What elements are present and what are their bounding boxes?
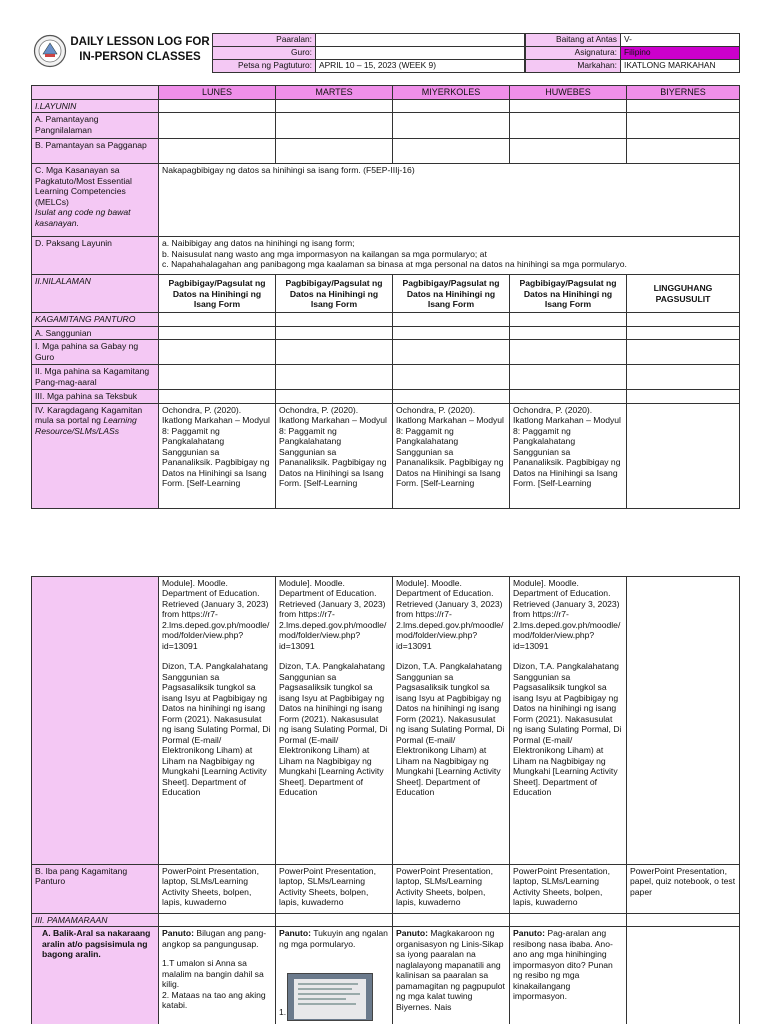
- cell[interactable]: [393, 914, 510, 927]
- cell[interactable]: [510, 390, 627, 403]
- item-number: 1.: [279, 1007, 287, 1018]
- cell[interactable]: [627, 927, 740, 1024]
- day-header-martes: MARTES: [276, 86, 393, 100]
- section-kagamitang-panturo: KAGAMITANG PANTURO: [32, 313, 159, 326]
- deped-seal-logo: [33, 34, 67, 68]
- iba-pang-huwebes[interactable]: PowerPoint Presentation, laptop, SLMs/Learning Activity Sheets, bolpen, lapis, kuwaderno: [510, 865, 627, 914]
- nilalaman-huwebes[interactable]: Pagbibigay/Pagsulat ng Datos na Hinihingi ng Isang Form: [510, 275, 627, 313]
- ref-dizon: Dizon, T.A. Pangkalahatang Sanggunian sa Pagsasaliksik tungkol sa isang Isyu at Pagbibigay ng Datos na hinihingi ng isang Form (2021). Nakasusulat ng isang Sulating Pormal, Di Pormal (E-mail/ Elektronikong Liham) at Liham na Nagbibigay ng Mungkahi [Learning Activity Sheet]. Department of Education: [279, 661, 388, 798]
- row-balik-aral: A. Balik-Aral sa nakaraang aralin at/o pagsisimula ng bagong aralin.: [32, 927, 159, 1024]
- cell[interactable]: [393, 113, 510, 139]
- cell[interactable]: [627, 365, 740, 390]
- balik-aral-huwebes[interactable]: [510, 927, 627, 1024]
- section-pamamaraan: III. PAMAMARAAN: [32, 914, 159, 927]
- paksang-layunin-value[interactable]: [159, 237, 740, 275]
- subject-value[interactable]: Filipino: [621, 47, 740, 60]
- school-label: Paaralan:: [213, 34, 316, 47]
- ref-martes-part2[interactable]: [276, 577, 393, 865]
- day-header-miyerkoles: MIYERKOLES: [393, 86, 510, 100]
- grade-label: Baitang at Antas: [526, 34, 621, 47]
- cell[interactable]: [510, 113, 627, 139]
- iba-pang-miyerkoles[interactable]: PowerPoint Presentation, laptop, SLMs/Learning Activity Sheets, bolpen, lapis, kuwaderno: [393, 865, 510, 914]
- document-title: [68, 34, 212, 72]
- date-value[interactable]: APRIL 10 – 15, 2023 (WEEK 9): [316, 60, 525, 73]
- row-paksang-layunin: D. Paksang Layunin: [32, 237, 159, 275]
- cell[interactable]: [393, 313, 510, 326]
- cell[interactable]: [627, 313, 740, 326]
- panuto-text: Pag-aralan ang resibong nasa ibaba. Ano-ano ang mga hinihinging impormasyon dito? Punan ng resibo ng mga kinakailangang impormasyon.: [513, 928, 613, 1002]
- cell[interactable]: [510, 313, 627, 326]
- cell[interactable]: [393, 390, 510, 403]
- nilalaman-biyernes[interactable]: LINGGUHANG PAGSUSULIT: [627, 275, 740, 313]
- ref-dizon: Dizon, T.A. Pangkalahatang Sanggunian sa Pagsasaliksik tungkol sa isang Isyu at Pagbibigay ng Datos na hinihingi ng isang Form (2021). Nakasusulat ng isang Sulating Pormal, Di Pormal (E-mail/ Elektronikong Liham) at Liham na Nagbibigay ng Mungkahi [Learning Activity Sheet]. Department of Education: [396, 661, 505, 798]
- cell[interactable]: [276, 390, 393, 403]
- row-melcs: [32, 164, 159, 237]
- row-teksbuk: III. Mga pahina sa Teksbuk: [32, 390, 159, 403]
- panuto-label: Panuto:: [162, 928, 194, 939]
- row-iba-pang-kagamitan: B. Iba pang Kagamitang Panturo: [32, 865, 159, 914]
- balik-aral-lunes[interactable]: [159, 927, 276, 1024]
- melcs-note: Isulat ang code ng bawat kasanayan.: [35, 207, 131, 228]
- header-info-right: [525, 33, 740, 73]
- panuto-text: Magkakaroon ng organisasyon ng Linis-Sikap sa iyong paaralan na naglalayong mapanatili ang kalinisan sa paaralan sa pamamagitan ng pagpupulot ng mga kalat tuwing Biyernes. Nais: [396, 928, 505, 1012]
- lesson-log-table-part2: [31, 576, 740, 1024]
- teacher-label: Guro:: [213, 47, 316, 60]
- ref-miyerkoles-part2[interactable]: [393, 577, 510, 865]
- karagdagang-label: IV. Karagdagang Kagamitan mula sa portal ng: [35, 404, 143, 426]
- cell[interactable]: [159, 113, 276, 139]
- cell[interactable]: [627, 113, 740, 139]
- cell[interactable]: [510, 326, 627, 339]
- title-line-2: IN-PERSON CLASSES: [79, 50, 201, 63]
- cell[interactable]: [510, 365, 627, 390]
- row-karagdagang-continued: [32, 577, 159, 865]
- row-gabay-guro: I. Mga pahina sa Gabay ng Guro: [32, 340, 159, 365]
- nilalaman-martes[interactable]: Pagbibigay/Pagsulat ng Datos na Hinihingi ng Isang Form: [276, 275, 393, 313]
- teacher-value[interactable]: [316, 47, 525, 60]
- seal-icon: [33, 34, 67, 68]
- cell[interactable]: [627, 914, 740, 927]
- cell[interactable]: [510, 139, 627, 164]
- date-label: Petsa ng Pagtuturo:: [213, 60, 316, 73]
- ref-lunes-part1[interactable]: Ochondra, P. (2020). Ikatlong Markahan – Modyul 8: Paggamit ng Pangkalahatang Sanggunian sa Pananaliksik. Pagbibigay ng Datos na Hinihingi sa Isang Form. [Self-Learning: [159, 403, 276, 508]
- ref-huwebes-part1[interactable]: Ochondra, P. (2020). Ikatlong Markahan – Modyul 8: Paggamit ng Pangkalahatang Sanggunian sa Pananaliksik. Pagbibigay ng Datos na Hinihingi sa Isang Form. [Self-Learning: [510, 403, 627, 508]
- cell[interactable]: [627, 326, 740, 339]
- corner-cell: [32, 86, 159, 100]
- balik-aral-martes[interactable]: [276, 927, 393, 1024]
- quarter-value[interactable]: IKATLONG MARKAHAN: [621, 60, 740, 73]
- objective-c: c. Napahahalagahan ang panibagong mga kaalaman sa binasa at mga personal na datos na hinihingi sa mga pormularyo.: [162, 259, 627, 270]
- day-header-huwebes: HUWEBES: [510, 86, 627, 100]
- subject-label: Asignatura:: [526, 47, 621, 60]
- ref-dizon: Dizon, T.A. Pangkalahatang Sanggunian sa Pagsasaliksik tungkol sa isang Isyu at Pagbibigay ng Datos na hinihingi ng isang Form (2021). Nakasusulat ng isang Sulating Pormal, Di Pormal (E-mail/ Elektronikong Liham) at Liham na Nagbibigay ng Mungkahi [Learning Activity Sheet]. Department of Education: [513, 661, 622, 798]
- panuto-label: Panuto:: [396, 928, 428, 939]
- karagdagang-label-italic: Learning Resource/SLMs/LASs: [35, 415, 137, 436]
- ref-dizon: Dizon, T.A. Pangkalahatang Sanggunian sa Pagsasaliksik tungkol sa isang Isyu at Pagbibigay ng Datos na hinihingi ng isang Form (2021). Nakasusulat ng isang Sulating Pormal, Di Pormal (E-mail/ Elektronikong Liham) at Liham na Nagbibigay ng Mungkahi [Learning Activity Sheet]. Department of Education: [162, 661, 271, 798]
- cell[interactable]: [276, 99, 393, 112]
- cell[interactable]: [393, 99, 510, 112]
- row-pamantayan-pagganap: B. Pamantayan sa Pagganap: [32, 139, 159, 164]
- ref-martes-part1[interactable]: Ochondra, P. (2020). Ikatlong Markahan – Modyul 8: Paggamit ng Pangkalahatang Sanggunian sa Pananaliksik. Pagbibigay ng Datos na Hinihingi sa Isang Form. [Self-Learning: [276, 403, 393, 508]
- section-layunin: I.LAYUNIN: [32, 99, 159, 112]
- cell[interactable]: [627, 577, 740, 865]
- ref-huwebes-part2[interactable]: [510, 577, 627, 865]
- row-karagdagang-kagamitan: [32, 403, 159, 508]
- objective-b: b. Naisusulat nang wasto ang mga impormasyon na kailangan sa mga pormularyo; at: [162, 248, 487, 259]
- cell[interactable]: [276, 914, 393, 927]
- cell[interactable]: [159, 139, 276, 164]
- ref-moodle: Module]. Moodle. Department of Education. Retrieved (January 3, 2023) from https://r7-2.lms.deped.gov.ph/moodle/mod/folder/view.php?id=13091: [513, 578, 621, 651]
- cell[interactable]: [627, 139, 740, 164]
- cell[interactable]: [276, 365, 393, 390]
- lesson-log-table-part1: [31, 85, 740, 509]
- day-header-biyernes: BIYERNES: [627, 86, 740, 100]
- title-line-1: DAILY LESSON LOG FOR: [70, 36, 210, 48]
- cell[interactable]: [159, 390, 276, 403]
- cell[interactable]: [510, 340, 627, 365]
- section-nilalaman: II.NILALAMAN: [32, 275, 159, 313]
- cell[interactable]: [159, 340, 276, 365]
- iba-pang-lunes[interactable]: PowerPoint Presentation, laptop, SLMs/Learning Activity Sheets, bolpen, lapis, kuwaderno: [159, 865, 276, 914]
- row-pamantayang-pangnilalaman: A. Pamantayang Pangnilalaman: [32, 113, 159, 139]
- row-kagamitang-mag-aaral: II. Mga pahina sa Kagamitang Pang-mag-aaral: [32, 365, 159, 390]
- cell[interactable]: [276, 313, 393, 326]
- header-info-middle: [212, 33, 525, 73]
- iba-pang-martes[interactable]: PowerPoint Presentation, laptop, SLMs/Learning Activity Sheets, bolpen, lapis, kuwaderno: [276, 865, 393, 914]
- cell[interactable]: [510, 99, 627, 112]
- cell[interactable]: [510, 914, 627, 927]
- cell[interactable]: [627, 390, 740, 403]
- nilalaman-miyerkoles[interactable]: Pagbibigay/Pagsulat ng Datos na Hinihingi ng Isang Form: [393, 275, 510, 313]
- cell[interactable]: [159, 326, 276, 339]
- grade-value[interactable]: V-: [621, 34, 740, 47]
- panuto-text: Tukuyin ang ngalan ng mga pormularyo.: [279, 928, 388, 949]
- quarter-label: Markahan:: [526, 60, 621, 73]
- melcs-label: C. Mga Kasanayan sa Pagkatuto/Most Essential Learning Competencies (MELCs): [35, 165, 132, 207]
- cell[interactable]: [627, 403, 740, 508]
- cell[interactable]: [627, 340, 740, 365]
- cell[interactable]: [159, 313, 276, 326]
- nilalaman-lunes[interactable]: Pagbibigay/Pagsulat ng Datos na Hinihingi ng Isang Form: [159, 275, 276, 313]
- cell[interactable]: [159, 99, 276, 112]
- panuto-label: Panuto:: [513, 928, 545, 939]
- objective-a: a. Naibibigay ang datos na hinihingi ng isang form;: [162, 238, 355, 249]
- cell[interactable]: [393, 340, 510, 365]
- panuto-label: Panuto:: [279, 928, 311, 939]
- cell[interactable]: [159, 365, 276, 390]
- cell[interactable]: [393, 139, 510, 164]
- balik-aral-miyerkoles[interactable]: [393, 927, 510, 1024]
- melcs-value[interactable]: Nakapagbibigay ng datos sa hinihingi sa isang form. (F5EP-IIIj-16): [159, 164, 740, 237]
- cell[interactable]: [276, 113, 393, 139]
- panuto-text: Bilugan ang pang-angkop sa pangungusap.: [162, 928, 267, 949]
- cell[interactable]: [627, 99, 740, 112]
- cell[interactable]: [393, 365, 510, 390]
- form-photo: [287, 973, 373, 1021]
- cell[interactable]: [393, 326, 510, 339]
- ref-lunes-part2[interactable]: [159, 577, 276, 865]
- item-2: 2. Mataas na tao ang aking katabi.: [162, 989, 266, 1011]
- ref-moodle: Module]. Moodle. Department of Education. Retrieved (January 3, 2023) from https://r7-2.lms.deped.gov.ph/moodle/mod/folder/view.php?id=13091: [279, 578, 387, 651]
- day-header-lunes: LUNES: [159, 86, 276, 100]
- cell[interactable]: [276, 326, 393, 339]
- ref-miyerkoles-part1[interactable]: Ochondra, P. (2020). Ikatlong Markahan – Modyul 8: Paggamit ng Pangkalahatang Sanggunian sa Pananaliksik. Pagbibigay ng Datos na Hinihingi sa Isang Form. [Self-Learning: [393, 403, 510, 508]
- ref-moodle: Module]. Moodle. Department of Education. Retrieved (January 3, 2023) from https://r7-2.lms.deped.gov.ph/moodle/mod/folder/view.php?id=13091: [396, 578, 504, 651]
- ref-moodle: Module]. Moodle. Department of Education. Retrieved (January 3, 2023) from https://r7-2.lms.deped.gov.ph/moodle/mod/folder/view.php?id=13091: [162, 578, 270, 651]
- cell[interactable]: [276, 340, 393, 365]
- cell[interactable]: [276, 139, 393, 164]
- row-sanggunian: A. Sanggunian: [32, 326, 159, 339]
- item-1: 1.T umalon si Anna sa malalim na bangin dahil sa kilig.: [162, 958, 264, 990]
- iba-pang-biyernes[interactable]: PowerPoint Presentation, papel, quiz notebook, o test paper: [627, 865, 740, 914]
- cell[interactable]: [159, 914, 276, 927]
- school-value[interactable]: [316, 34, 525, 47]
